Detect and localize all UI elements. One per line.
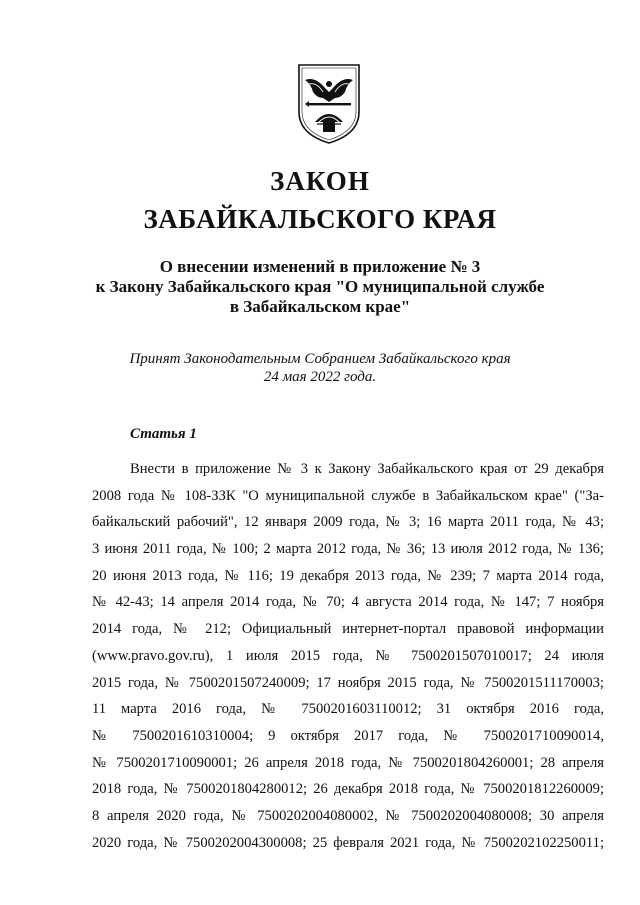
law-subtitle <box>0 257 640 317</box>
body-line: 2018 года, № 7500201804280012; 26 декабря 2018 года, № 7500201812260009; <box>92 781 604 798</box>
adoption-line: Принят Законодательным Собранием Забайкальского края <box>129 351 511 367</box>
article-body <box>92 456 604 856</box>
body-line: № 42-43; 14 апреля 2014 года, № 70; 4 августа 2014 года, № 147; 7 ноября <box>92 594 604 611</box>
body-line: № 7500201710090001; 26 апреля 2018 года, № 7500201804260001; 28 апреля <box>92 754 604 771</box>
body-line: 11 марта 2016 года, № 7500201603110012; 31 октября 2016 года, <box>92 701 604 718</box>
body-line: байкальский рабочий", 12 января 2009 года, № 3; 16 марта 2011 года, № 43; <box>92 514 604 531</box>
body-line: 20 июня 2013 года, № 116; 19 декабря 2013 года, № 239; 7 марта 2014 года, <box>92 567 604 584</box>
law-title: ЗАКОН <box>270 166 370 196</box>
subtitle-line: в Забайкальском крае" <box>229 297 411 316</box>
adoption-note <box>0 350 640 386</box>
body-line: 2015 года, № 7500201507240009; 17 ноября 2015 года, № 7500201511170003; <box>92 674 604 691</box>
body-line: Внести в приложение № 3 к Закону Забайкальского края от 29 декабря <box>130 461 604 477</box>
law-region-title: ЗАБАЙКАЛЬСКОГО КРАЯ <box>143 204 497 234</box>
article-heading: Статья 1 <box>130 426 197 442</box>
subtitle-line: к Закону Забайкальского края "О муниципальной службе <box>95 277 545 296</box>
body-line: (www.pravo.gov.ru), 1 июля 2015 года, № 7500201507010017; 24 июля <box>92 647 604 664</box>
body-line: 3 июня 2011 года, № 100; 2 марта 2012 года, № 36; 13 июля 2012 года, № 136; <box>92 541 604 558</box>
body-line: № 7500201610310004; 9 октября 2017 года, № 7500201710090014, <box>92 727 604 744</box>
body-line: 8 апреля 2020 года, № 7500202004080002, № 7500202004080008; 30 апреля <box>92 807 604 824</box>
subtitle-line: О внесении изменений в приложение № 3 <box>159 257 481 276</box>
body-line: 2008 года № 108-ЗЗК "О муниципальной службе в Забайкальском крае" ("За- <box>92 487 604 504</box>
coat-of-arms-emblem <box>295 62 363 146</box>
adoption-date: 24 мая 2022 года. <box>263 369 377 385</box>
body-line: 2020 года, № 7500202004300008; 25 февраля 2021 года, № 7500202102250011; <box>92 834 604 851</box>
body-line: 2014 года, № 212; Официальный интернет-портал правовой информации <box>92 621 604 638</box>
